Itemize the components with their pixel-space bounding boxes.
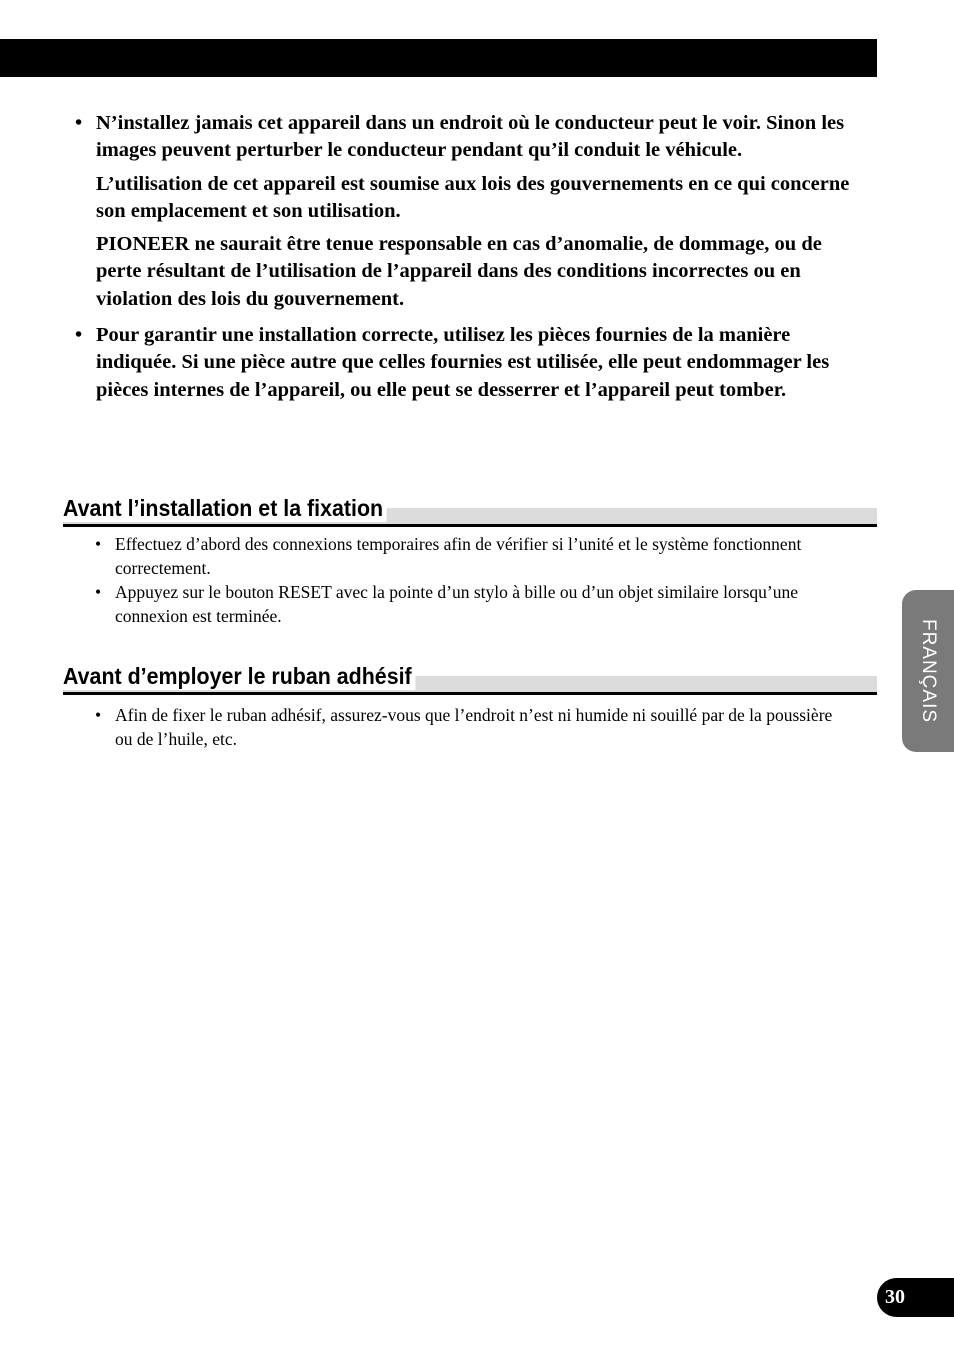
warning-paragraph: L’utilisation de cet appareil est soumise aux lois des gouvernements en ce qui concerne son emplacement et son utilisation. xyxy=(96,172,850,222)
warning-list xyxy=(63,110,863,404)
bullet: • xyxy=(95,705,102,725)
warning-paragraph: N’installez jamais cet appareil dans un endroit où le conducteur peut le voir. Sinon les images peuvent perturber le conducteur pendant qu’il conduit le véhicule. xyxy=(96,112,845,162)
section-heading xyxy=(63,490,877,527)
bullet: • xyxy=(95,582,102,602)
list-item-text: Appuyez sur le bouton RESET avec la pointe d’un stylo à bille ou d’un objet similaire lorsqu’une connexion est terminée. xyxy=(115,582,799,626)
warning-item xyxy=(63,322,863,404)
language-label: FRANÇAIS xyxy=(918,618,939,724)
section-adhesive-tape xyxy=(63,658,877,751)
list-item-text: Afin de fixer le ruban adhésif, assurez-vous que l’endroit n’est ni humide ni souillé par de la poussière ou de l’huile, etc. xyxy=(115,705,833,749)
warning-item xyxy=(63,110,863,313)
page-number: 30 xyxy=(877,1278,954,1317)
warning-paragraph: PIONEER ne saurait être tenue responsable en cas d’anomalie, de dommage, ou de perte résultant de l’utilisation de l’appareil dans des conditions incorrectes ou en violation des lois du gouvernement. xyxy=(96,233,822,310)
section-list xyxy=(63,532,877,628)
list-item xyxy=(63,703,845,751)
warning-paragraph: Pour garantir une installation correcte, utilisez les pièces fournies de la manière indiquée. Si une pièce autre que celles fournies est utilisée, elle peut endommager les pièces internes de l’appareil, ou elle peut se desserrer et l’appareil peut tomber. xyxy=(96,324,830,401)
list-item xyxy=(63,580,845,628)
language-tab xyxy=(902,590,954,752)
section-list xyxy=(63,703,877,751)
section-before-installation xyxy=(63,490,877,628)
section-heading xyxy=(63,658,877,695)
list-item xyxy=(63,532,845,580)
bullet: • xyxy=(95,534,102,554)
list-item-text: Effectuez d’abord des connexions temporaires afin de vérifier si l’unité et le système fonctionnent correctement. xyxy=(115,534,802,578)
section-title: Avant l’installation et la fixation xyxy=(63,494,387,522)
bullet: • xyxy=(75,112,83,134)
section-title: Avant d’employer le ruban adhésif xyxy=(63,662,415,690)
bullet: • xyxy=(75,324,83,347)
header-bar xyxy=(0,39,877,77)
